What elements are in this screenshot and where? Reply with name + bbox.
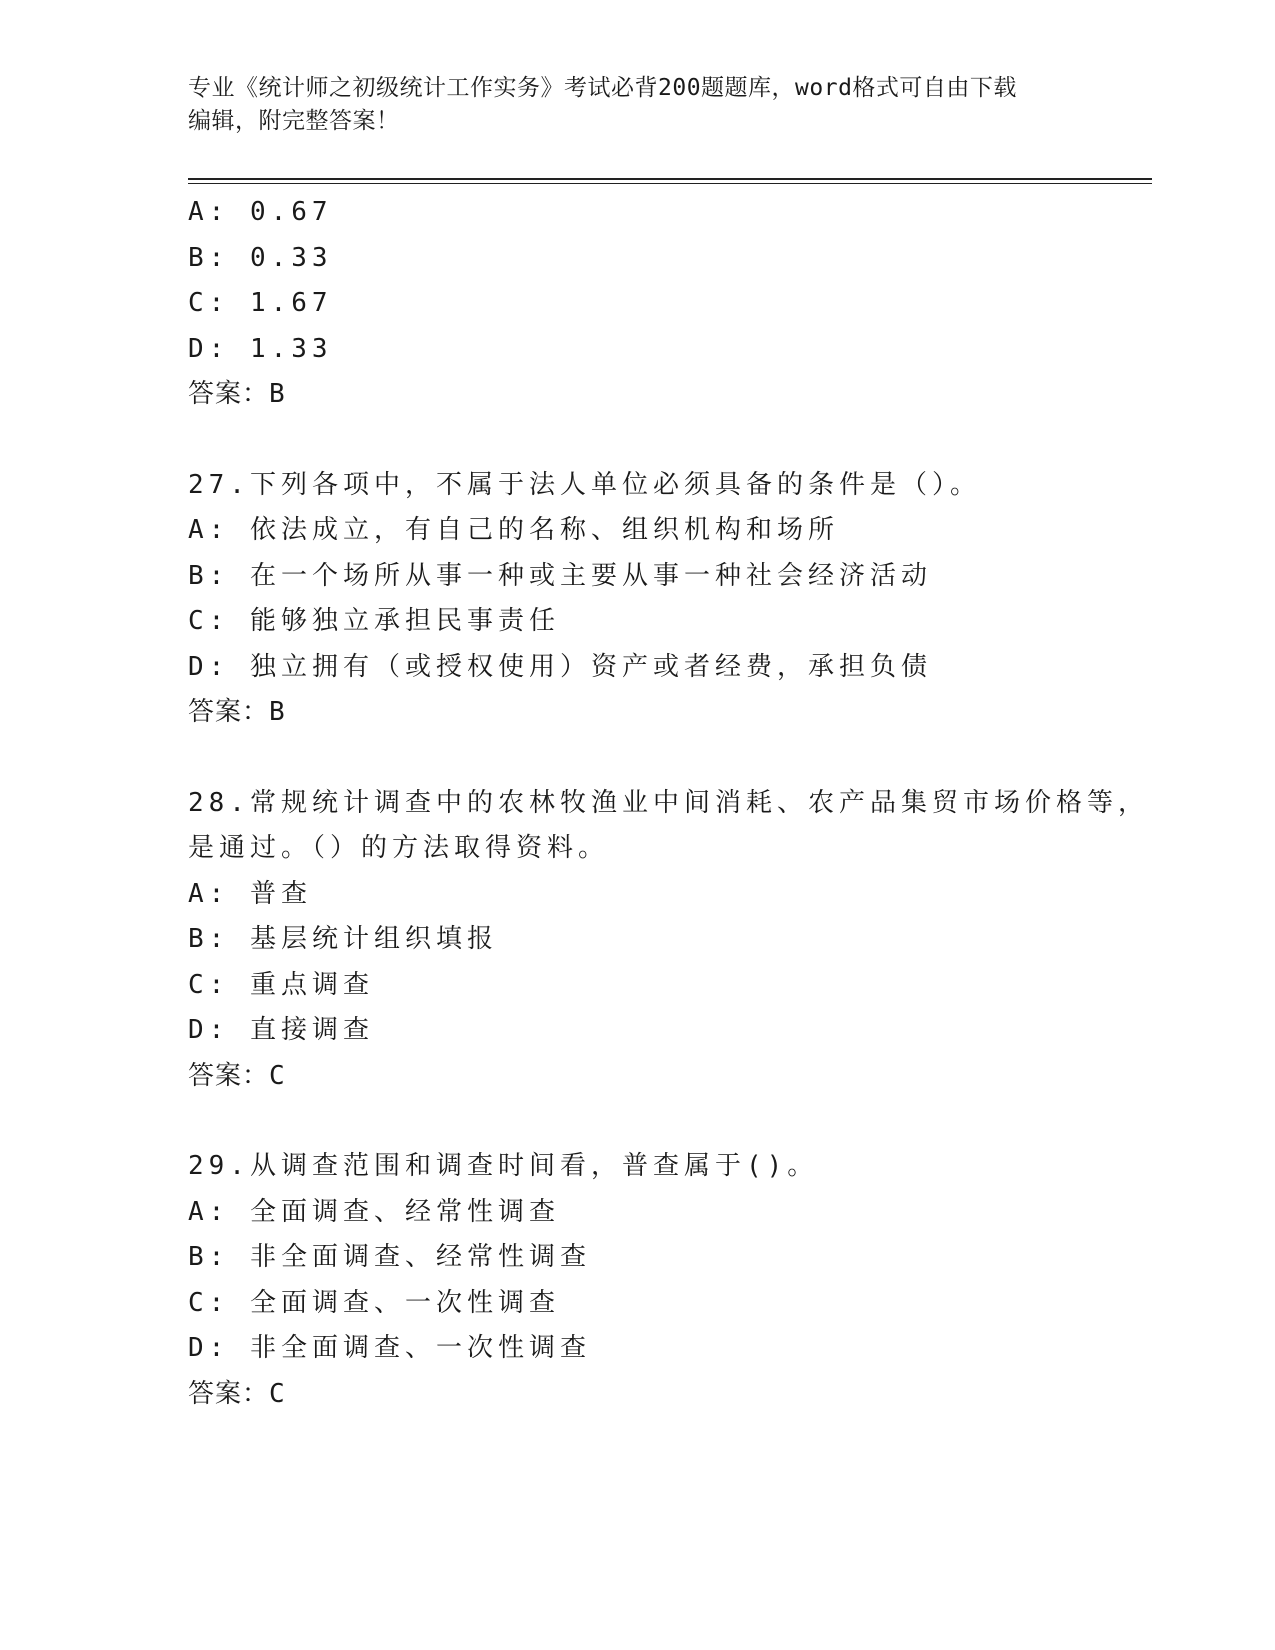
option-d: D: 非全面调查、一次性调查 — [188, 1333, 591, 1363]
answer-label: 答案： — [188, 1060, 270, 1091]
option-c: C: 重点调查 — [188, 969, 374, 1000]
option-d: D: 独立拥有（或授权使用）资产或者经费，承担负债 — [188, 651, 932, 682]
question-27 — [188, 463, 1148, 736]
answer-value: B — [269, 697, 285, 727]
answer-value: C — [269, 1060, 285, 1091]
option-c: C: 1.67 — [188, 288, 333, 318]
answer-line — [188, 690, 1148, 736]
header-line-2: 编辑，附完整答案！ — [188, 108, 400, 134]
option-c: C: 全面调查、一次性调查 — [188, 1287, 560, 1318]
option-a: A: 0.67 — [188, 197, 333, 227]
question-stem: 27.下列各项中，不属于法人单位必须具备的条件是（）。 — [188, 469, 981, 500]
question-26 — [188, 190, 1148, 418]
answer-line — [188, 372, 1148, 418]
option-b: B: 非全面调查、经常性调查 — [188, 1242, 591, 1272]
option-a: A: 全面调查、经常性调查 — [188, 1196, 560, 1227]
question-28 — [188, 781, 1148, 1100]
answer-line — [188, 1054, 1148, 1100]
question-list — [188, 190, 1148, 1417]
answer-label: 答案： — [188, 379, 270, 409]
option-b: B: 基层统计组织填报 — [188, 924, 498, 954]
question-stem: 29.从调查范围和调查时间看，普查属于()。 — [188, 1151, 819, 1181]
option-d: D: 直接调查 — [188, 1015, 374, 1045]
question-stem-line-1: 28.常规统计调查中的农林牧渔业中间消耗、农产品集贸市场价格等， — [188, 787, 1149, 818]
answer-value: B — [269, 379, 285, 409]
option-b: B: 0.33 — [188, 242, 333, 273]
header-divider-thick — [188, 178, 1152, 180]
option-a: A: 依法成立，有自己的名称、组织机构和场所 — [188, 515, 839, 545]
answer-line — [188, 1372, 1148, 1418]
option-a: A: 普查 — [188, 878, 312, 909]
option-d: D: 1.33 — [188, 333, 333, 364]
answer-label: 答案： — [188, 697, 270, 727]
header-divider-thin — [188, 183, 1152, 184]
option-c: C: 能够独立承担民事责任 — [188, 606, 560, 636]
answer-value: C — [269, 1378, 285, 1409]
header-line-1: 专业《统计师之初级统计工作实务》考试必背200题题库，word格式可自由下载 — [188, 75, 1017, 101]
question-stem-line-2: 是通过。（）的方法取得资料。 — [188, 833, 610, 863]
question-29 — [188, 1144, 1148, 1417]
option-b: B: 在一个场所从事一种或主要从事一种社会经济活动 — [188, 560, 932, 591]
page-header — [188, 72, 1088, 138]
answer-label: 答案： — [188, 1378, 270, 1409]
